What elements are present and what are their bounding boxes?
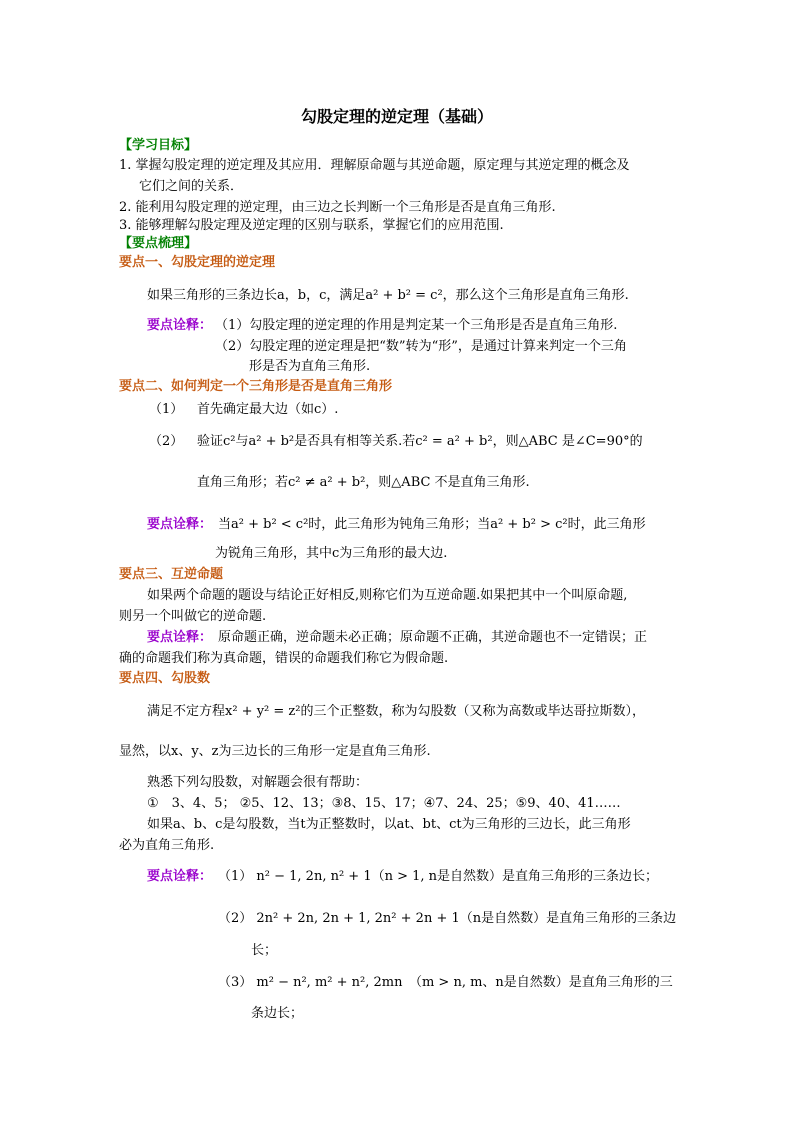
point-2-step-1: 首先确定最大边（如c）.	[197, 402, 339, 417]
point-4-note-label: 要点诠释：	[147, 869, 213, 884]
point-4-line-1: 满足不定方程x² + y² = z²的三个正整数，称为勾股数（又称为高数或毕达哥拉斯数），	[147, 704, 645, 719]
point-4-line-5: 如果a、b、c是勾股数，当t为正整数时，以at、bt、ct为三角形的三边长，此三角形	[147, 817, 631, 832]
goal-item-3: 3. 能够理解勾股定理及逆定理的区别与联系，掌握它们的应用范围.	[119, 218, 504, 233]
point-1-note-label: 要点诠释：	[147, 318, 213, 333]
point-4-note-2-cont: 长；	[251, 943, 278, 958]
point-4-heading: 要点四、勾股数	[119, 671, 211, 686]
point-3-note: 原命题正确，逆命题未必正确；原命题不正确，其逆命题也不一定错误；正	[218, 630, 648, 645]
point-4-note-3-cont: 条边长；	[251, 1006, 304, 1021]
point-4-line-5-cont: 必为直角三角形.	[119, 838, 215, 853]
point-1-statement: 如果三角形的三条边长a，b，c，满足a² + b² = c²，那么这个三角形是直角三角形.	[147, 288, 629, 303]
point-3-heading: 要点三、互逆命题	[119, 567, 224, 582]
point-4-line-3: 熟悉下列勾股数，对解题会很有帮助：	[147, 775, 369, 790]
point-4-line-2: 显然，以x、y、z为三边长的三角形一定是直角三角形.	[119, 744, 431, 759]
points-heading: 【要点梳理】	[119, 236, 198, 251]
point-3-line: 如果两个命题的题设与结论正好相反,则称它们为互逆命题.如果把其中一个叫原命题,	[147, 588, 628, 603]
point-2-note: 当a² + b² < c²时，此三角形为钝角三角形；当a² + b² > c²时，此三角形	[218, 517, 646, 532]
page-title: 勾股定理的逆定理（基础）	[300, 107, 493, 126]
goal-item-1-cont: 它们之间的关系．	[139, 179, 244, 194]
goals-heading: 【学习目标】	[119, 138, 198, 153]
point-2-step-2-cont: 直角三角形；若c² ≠ a² + b²，则△ABC 不是直角三角形.	[197, 475, 530, 490]
point-2-step-1-number: （1）	[149, 402, 184, 417]
point-2-step-2: 验证c²与a² + b²是否具有相等关系.若c² = a² + b²，则△ABC 是∠C=90°的	[197, 434, 643, 449]
point-2-note-label: 要点诠释：	[147, 517, 213, 532]
point-1-note-2: （2）勾股定理的逆定理是把“数”转为“形”，是通过计算来判定一个三角	[215, 339, 627, 354]
point-1-note-2-cont: 形是否为直角三角形.	[249, 359, 371, 374]
goal-item-1: 1. 掌握勾股定理的逆定理及其应用．理解原命题与其逆命题，原定理与其逆定理的概念及	[119, 158, 630, 173]
point-3-note-label: 要点诠释：	[147, 630, 213, 645]
point-3-line-cont: 则另一个叫做它的逆命题.	[119, 609, 267, 624]
point-1-heading: 要点一、勾股定理的逆定理	[119, 255, 276, 270]
point-2-heading: 要点二、如何判定一个三角形是否是直角三角形	[119, 379, 393, 394]
goal-item-2: 2. 能利用勾股定理的逆定理，由三边之长判断一个三角形是否是直角三角形.	[119, 200, 556, 215]
point-1-note-1: （1）勾股定理的逆定理的作用是判定某一个三角形是否是直角三角形.	[215, 318, 618, 333]
pythagorean-triples-list: ① 3、4、5； ②5、12、13；③8、15、17；④7、24、25；⑤9、40、41……	[147, 796, 621, 811]
point-4-note-2: （2） 2n² + 2n, 2n + 1, 2n² + 2n + 1（n是自然数）是直角三角形的三条边	[218, 911, 677, 926]
point-2-step-2-number: （2）	[149, 434, 184, 449]
point-3-note-cont: 确的命题我们称为真命题，错误的命题我们称它为假命题.	[119, 651, 449, 666]
point-4-note-3: （3） m² − n², m² + n², 2mn （m > n, m、n是自然数）是直角三角形的三	[218, 975, 673, 990]
point-4-note-1: （1） n² − 1, 2n, n² + 1（n > 1, n是自然数）是直角三角形的三条边长；	[218, 869, 659, 884]
point-2-note-cont: 为锐角三角形，其中c为三角形的最大边.	[215, 546, 448, 561]
